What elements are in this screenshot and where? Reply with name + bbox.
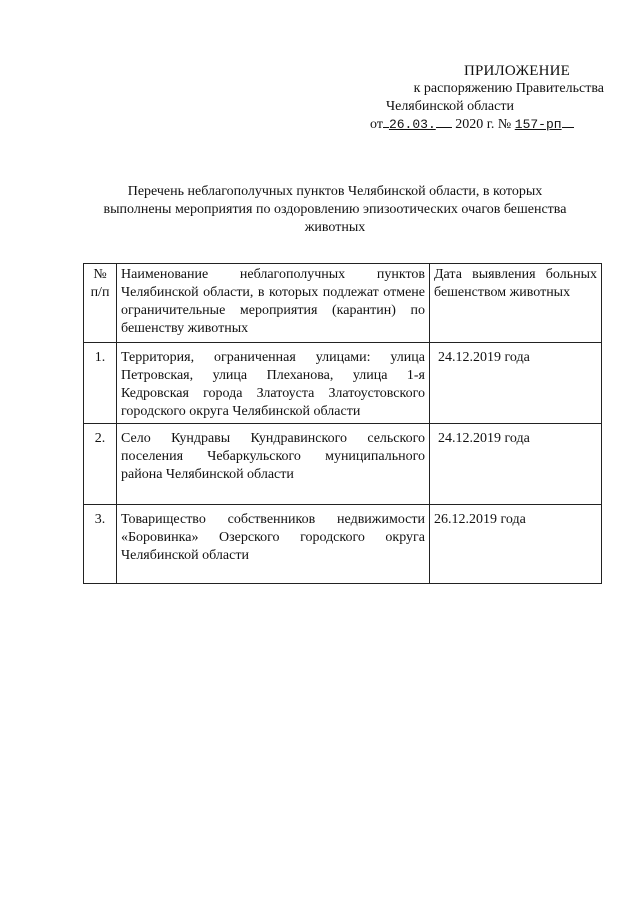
table-header-row <box>84 264 602 343</box>
appendix-year-text: 2020 г. № <box>455 117 512 132</box>
row-num: 1. <box>84 343 117 424</box>
list-heading: Перечень неблагополучных пунктов Челябинской области, в которых выполнены мероприятия по оздоровлению эпизоотических очагов бешенства животных <box>103 184 567 235</box>
table-row <box>84 505 602 584</box>
row-name: Село Кундравы Кундравинского сельского поселения Чебаркульского муниципального района Челябинской области <box>117 424 430 505</box>
row-name: Территория, ограниченная улицами: улица Петровская, улица Плеханова, улица 1-я Кедровская города Златоуста Златоустовского городского округа Челябинской области <box>117 343 430 424</box>
appendix-from-prefix: от <box>370 117 383 132</box>
appendix-date-filled: 26.03. <box>388 117 436 132</box>
row-date: 24.12.2019 года <box>430 424 602 505</box>
appendix-line-order: к распоряжению Правительства <box>413 81 604 96</box>
localities-table <box>83 263 602 584</box>
header-num: № п/п <box>84 264 117 343</box>
table-row <box>84 343 602 424</box>
table-row <box>84 424 602 505</box>
header-date: Дата выявления больных бешенством животных <box>430 264 602 343</box>
appendix-block <box>372 62 602 134</box>
row-name: Товарищество собственников недвижимости «Боровинка» Озерского городского округа Челябинской области <box>117 505 430 584</box>
row-num: 2. <box>84 424 117 505</box>
row-date: 26.12.2019 года <box>430 505 602 584</box>
appendix-line-region: Челябинской области <box>386 99 514 114</box>
row-date: 24.12.2019 года <box>430 343 602 424</box>
appendix-number-filled: 157-рп <box>514 117 562 132</box>
appendix-date-number-line <box>370 116 602 134</box>
header-name: Наименование неблагополучных пунктов Челябинской области, в которых подлежат отмене ограничительные мероприятия (карантин) по бешенству животных <box>117 264 430 343</box>
row-num: 3. <box>84 505 117 584</box>
appendix-title: ПРИЛОЖЕНИЕ <box>463 63 571 79</box>
